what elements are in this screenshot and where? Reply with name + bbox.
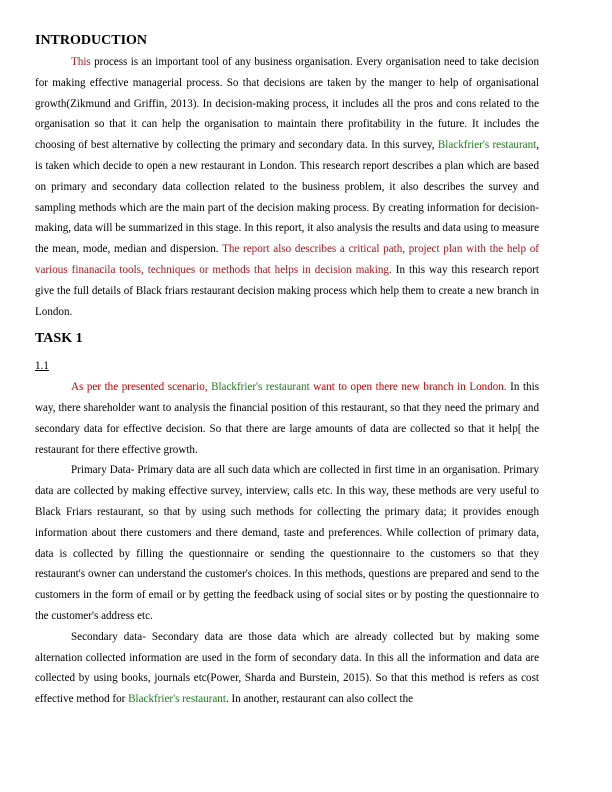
scenario-paragraph xyxy=(35,377,539,460)
body-text: process is an important tool of any business organisation. Every organisation need to take decision for making effective managerial process. So that decisions are taken by the manger to help of organisational growth(Zikmund and Griffin, 2013). In decision-making process, it includes all the pros and cons related to the organisation so that it can help the organisation to maintain there profitability in the future. It includes the choosing of best alternative by collecting the primary and secondary data. In this survey, xyxy=(35,56,539,152)
body-text: Secondary data- Secondary data are those data which are already collected but by making some alternation collected information are used in the form of secondary data. In this all the information and data are collected by using books, journals etc(Power, Sharda and Burstein, 2015). So that this method is refers as cost effective method for xyxy=(35,630,539,706)
body-text: In this way, there shareholder want to analysis the financial position of this restaurant, so that they need the primary and secondary data for effective decision. So that there are large amounts of data are collected so that it help[ the restaurant for there effective growth. xyxy=(35,381,540,456)
body-text: , is taken which decide to open a new restaurant in London. This research report describes a plan which are based on primary and secondary data collection related to the business problem, it also describes the survey and sampling methods which are the main part of the decision making process. By creating information for decision-making, data will be summarized in this stage. In this report, it also analysis the results and data using to measure the mean, mode, median and dispersion. xyxy=(35,139,539,256)
restaurant-name-highlight: Blackfrier's restaurant xyxy=(128,693,226,706)
secondary-data-paragraph xyxy=(35,627,539,710)
body-text: . In another, restaurant can also collect the xyxy=(225,693,414,706)
restaurant-name-highlight: Blackfrier's restaurant xyxy=(211,381,310,394)
restaurant-name-highlight: Blackfrier's restaurant xyxy=(437,139,537,152)
primary-data-paragraph: Primary Data- Primary data are all such data which are collected in first time in an organisation. Primary data are collected by making effective survey, interview, calls etc. In this way, these methods are very useful to Black Friars restaurant, so that by using such methods for collecting the primary data; it provides enough information about there customers and there demand, taste and preferences. While collection of primary data, data is collected by filling the questionnaire or sending the questionnaire to the customers so that they restaurant's owner can understand the customer's choices. In this methods, questions are prepared and send to the customers in the form of email or by getting the feedback using of social sites or by posting the questionnaire to the customer's address etc. xyxy=(35,464,539,622)
highlight-text: This xyxy=(71,56,91,68)
introduction-heading: INTRODUCTION xyxy=(35,33,148,48)
introduction-paragraph xyxy=(35,52,539,322)
highlight-text: As per the presented scenario, xyxy=(71,381,212,394)
task1-heading: TASK 1 xyxy=(35,331,83,347)
subsection-label xyxy=(35,356,539,377)
body-text: . In this way this research report give the full details of Black friars restaurant decision making process which help them to create a new branch in London. xyxy=(35,263,539,318)
subsection-number: 1.1 xyxy=(35,360,49,373)
highlight-text: want to open there new branch in London. xyxy=(309,381,507,394)
highlight-text: The report also describes a critical path, project plan with the help of various finanacila tools, techniques or methods that helps in decision making xyxy=(35,243,539,276)
document-body xyxy=(35,32,539,710)
